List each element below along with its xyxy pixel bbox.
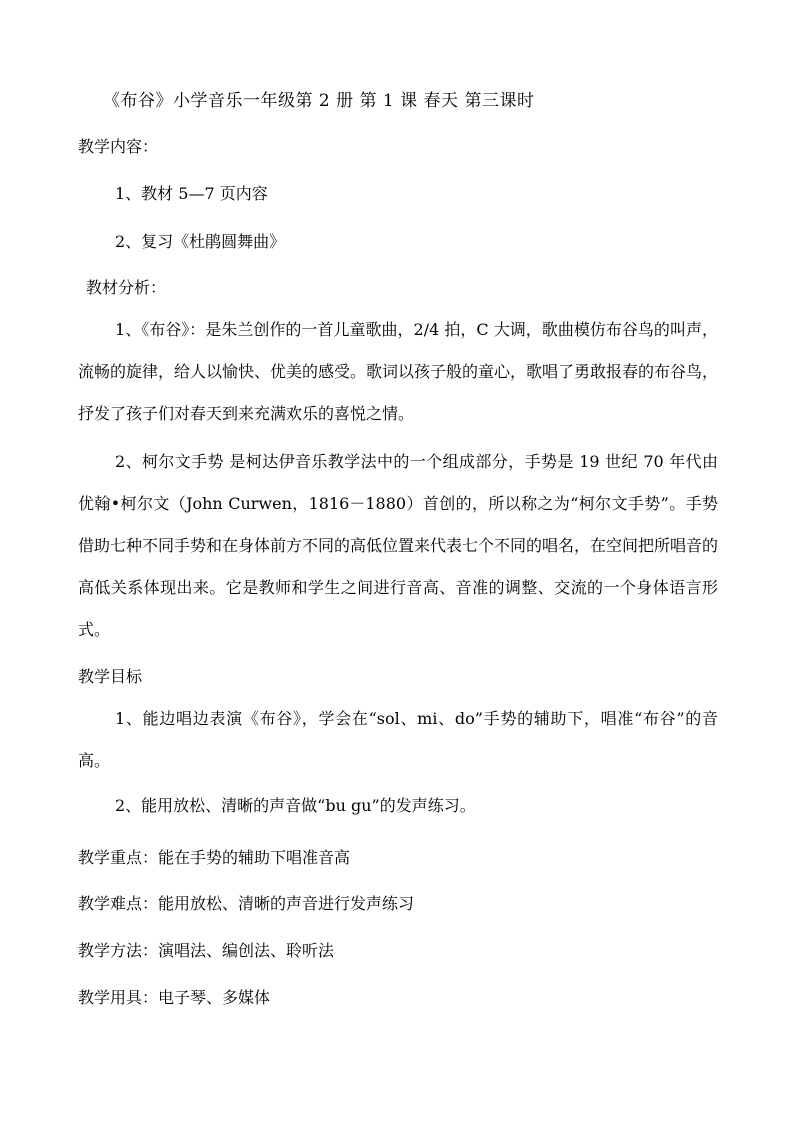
tools: 教学用具：电子琴、多媒体 <box>78 988 271 1007</box>
analysis-paragraph: 1、《布谷》：是朱兰创作的一首儿童歌曲，2/4 拍，C 大调，歌曲模仿布谷鸟的叫声，流畅的旋律，给人以愉快、优美的感受。歌词以孩子般的童心，歌唱了勇敢报春的布谷鸟，抒发了孩子们对春天到来充满欢乐的喜悦之情。 <box>78 320 719 423</box>
content-item: 1、教材 5—7 页内容 <box>115 184 268 203</box>
key-point: 教学重点：能在手势的辅助下唱准音高 <box>78 848 351 867</box>
goals-paragraph: 2、能用放松、清晰的声音做“bu gu”的发声练习。 <box>115 796 476 815</box>
analysis-paragraph: 2、柯尔文手势 是柯达伊音乐教学法中的一个组成部分，手势是 19 世纪 70 年代由优翰•柯尔文（John Curwen，1816－1880）首创的，所以称之为“柯尔文手势”。手势借助七种不同手势和在身体前方不同的高低位置来代表七个不同的唱名，在空间把所唱音的高低关系体现出来。它是教师和学生之间进行音高、音准的调整、交流的一个身体语言形式。 <box>78 452 719 639</box>
content-heading: 教学内容： <box>78 137 159 156</box>
methods: 教学方法：演唱法、编创法、聆听法 <box>78 941 335 960</box>
content-item: 2、复习《杜鹃圆舞曲》 <box>115 232 286 251</box>
goals-heading: 教学目标 <box>78 667 143 686</box>
document-title: 《布谷》小学音乐一年级第 2 册 第 1 课 春天 第三课时 <box>103 91 535 111</box>
analysis-heading: 教材分析： <box>86 278 167 297</box>
difficulty: 教学难点：能用放松、清晰的声音进行发声练习 <box>78 894 415 913</box>
goals-paragraph: 1、能边唱边表演《布谷》，学会在“sol、mi、do”手势的辅助下，唱准“布谷”的音高。 <box>78 709 718 770</box>
